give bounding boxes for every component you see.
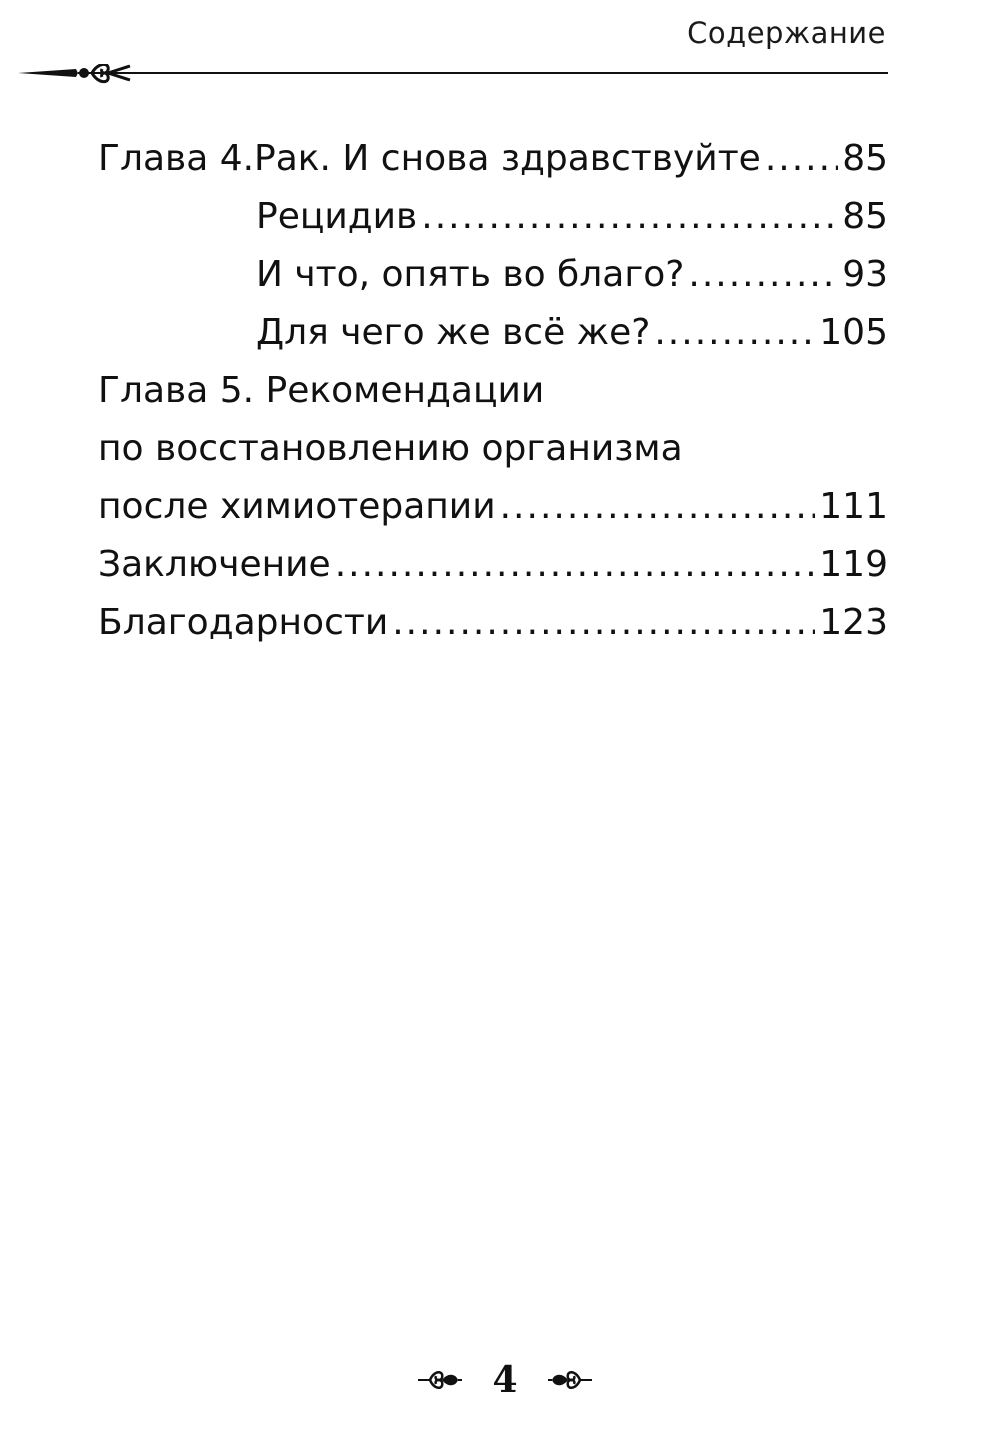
page-number-footer: 4 — [492, 1359, 518, 1401]
toc-entry-section[interactable] — [98, 188, 888, 246]
section-title: И что, опять во благо? — [256, 254, 685, 295]
toc-entry-chapter-5-line-2[interactable] — [98, 420, 888, 478]
dot-leader — [335, 536, 816, 594]
running-header: Содержание — [687, 16, 886, 50]
page-number: 111 — [819, 486, 888, 527]
toc-entry-chapter-5-line-3[interactable] — [98, 478, 888, 536]
dot-leader — [688, 246, 838, 304]
chapter-title-continued: по восстановлению организма — [98, 428, 683, 469]
page-number: 93 — [842, 254, 888, 295]
chapter-title: Глава 5. Рекомендации — [98, 370, 545, 411]
chapter-label: Глава 4. — [98, 138, 255, 179]
dot-leader — [654, 304, 815, 362]
page-number: 105 — [819, 312, 888, 353]
page-number: 119 — [819, 544, 888, 585]
toc-entry-acknowledgements[interactable] — [98, 594, 888, 652]
table-of-contents — [98, 130, 888, 652]
toc-entry-section[interactable] — [98, 246, 888, 304]
fleuron-right-icon — [548, 1368, 592, 1392]
dot-leader — [765, 130, 838, 188]
page-number: 123 — [819, 602, 888, 643]
fleuron-left-icon — [418, 1368, 462, 1392]
toc-entry-chapter-4[interactable] — [98, 130, 888, 188]
section-title: Рецидив — [256, 196, 418, 237]
dot-leader — [421, 188, 838, 246]
section-title: Для чего же всё же? — [256, 312, 651, 353]
page-footer — [410, 1350, 600, 1410]
toc-entry-section[interactable] — [98, 304, 888, 362]
toc-entry-conclusion[interactable] — [98, 536, 888, 594]
entry-title: Заключение — [98, 544, 331, 585]
chapter-title: Рак. И снова здравствуйте — [254, 138, 761, 179]
entry-title: Благодарности — [98, 602, 389, 643]
page-number: 85 — [842, 138, 888, 179]
ornamental-rule — [18, 64, 888, 94]
chapter-title-continued: после химиотерапии — [98, 486, 496, 527]
page-number: 85 — [842, 196, 888, 237]
toc-entry-chapter-5-line-1[interactable] — [98, 362, 888, 420]
dot-leader — [500, 478, 816, 536]
dot-leader — [392, 594, 815, 652]
